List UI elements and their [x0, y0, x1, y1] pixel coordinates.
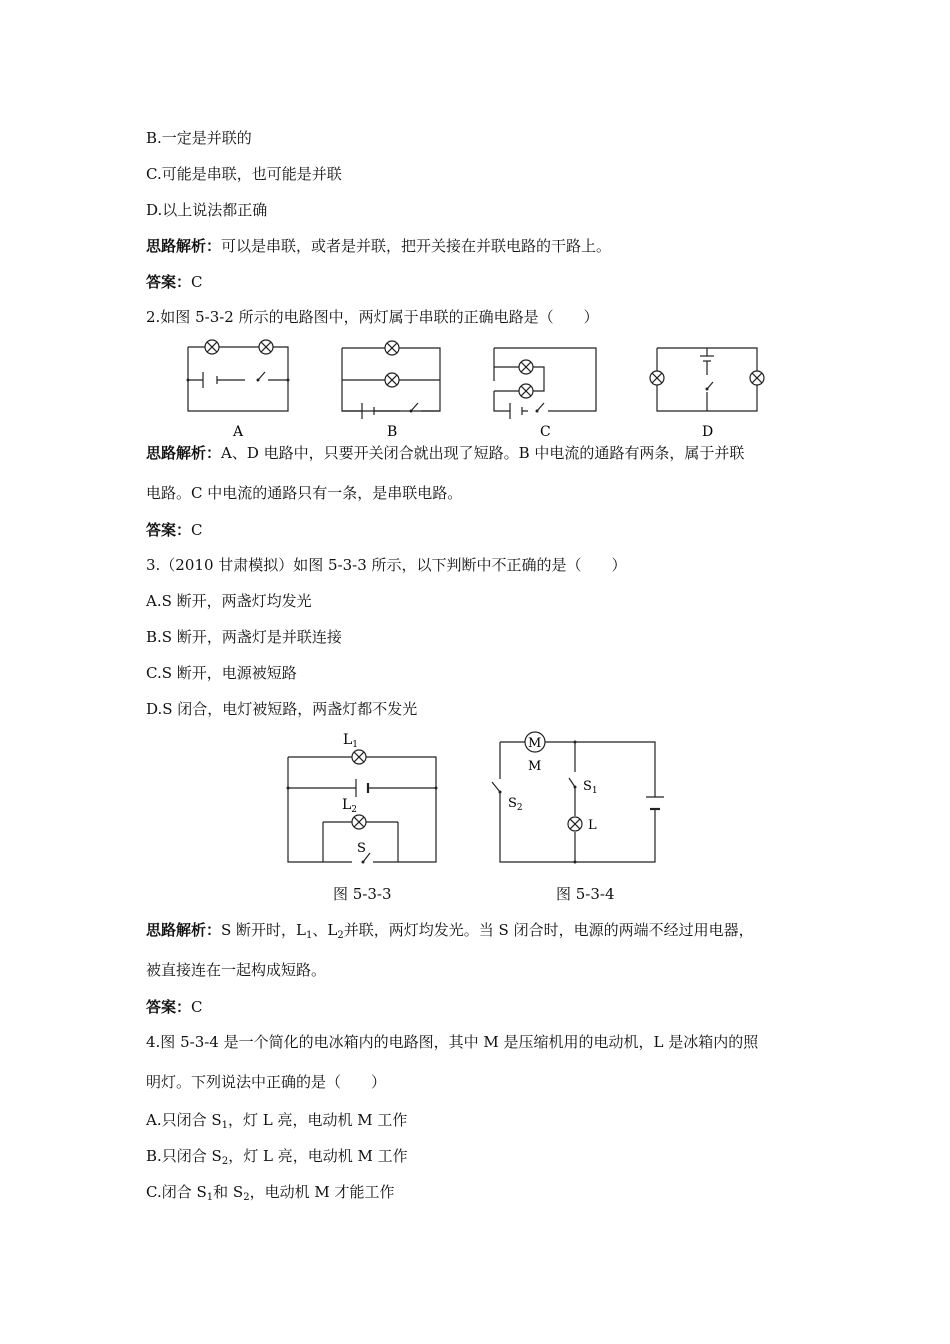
option-text: 和 S — [213, 1183, 244, 1201]
subscript: 1 — [221, 1120, 229, 1131]
figure-label-d: D — [702, 424, 714, 440]
q2-stem: 2.如图 5-3-2 所示的电路图中，两灯属于串联的正确电路是（ ） — [146, 308, 599, 326]
option-text: B.只闭合 S — [146, 1147, 222, 1165]
option-text: A.只闭合 S — [146, 1111, 222, 1129]
q1-option-c: C.可能是串联，也可能是并联 — [146, 165, 342, 183]
q4-option-b — [146, 1146, 408, 1172]
lamp-icon — [519, 360, 533, 374]
figure-label-c: C — [540, 424, 551, 440]
circuit-d — [657, 348, 757, 411]
lamp-icon — [205, 340, 219, 354]
label-s1: $S_1$ — [583, 779, 598, 796]
lamp-l1-icon — [352, 750, 366, 764]
motor-label: M — [528, 759, 542, 774]
answer-label: 答案： — [146, 998, 192, 1016]
q3-analysis-line2: 被直接连在一起构成短路。 — [146, 961, 327, 979]
answer-text: C — [191, 521, 203, 539]
lamp-l2-icon — [352, 815, 366, 829]
q1-option-b: B.一定是并联的 — [146, 129, 252, 147]
q3-option-d: D.S 闭合，电灯被短路，两盏灯都不发光 — [146, 700, 418, 718]
q4-stem-line2: 明灯。下列说法中正确的是（ ） — [146, 1073, 387, 1091]
figure-label-b: B — [387, 424, 398, 440]
q1-option-d: D.以上说法都正确 — [146, 201, 268, 219]
subscript: 2 — [221, 1156, 229, 1167]
analysis-text: 并联，两灯均发光。当 S 闭合时，电源的两端不经过用电器， — [343, 921, 754, 939]
option-text: ，灯 L 亮，电动机 M 工作 — [228, 1111, 408, 1129]
option-text: ，电动机 M 才能工作 — [249, 1183, 395, 1201]
subscript: 2 — [337, 930, 344, 941]
q3-stem: 3.（2010 甘肃模拟）如图 5-3-3 所示，以下判断中不正确的是（ ） — [146, 556, 627, 574]
label-s2: $S_2$ — [508, 796, 523, 813]
lamp-icon — [519, 384, 533, 398]
figure-caption-5-3-3: 图 5-3-3 — [333, 885, 392, 903]
q3-option-c: C.S 断开，电源被短路 — [146, 664, 297, 682]
lamp-l-icon — [568, 817, 582, 831]
subscript: 1 — [206, 1192, 214, 1203]
analysis-text: 、L — [312, 921, 338, 939]
q3-analysis-line1 — [146, 920, 754, 946]
answer-text: C — [191, 998, 203, 1016]
analysis-text: 可以是串联，或者是并联，把开关接在并联电路的干路上。 — [221, 237, 612, 255]
circuit-a — [188, 347, 288, 411]
q2-answer — [146, 520, 203, 540]
figure-caption-5-3-4: 图 5-3-4 — [556, 885, 615, 903]
q4-stem-line1: 4.图 5-3-4 是一个简化的电冰箱内的电路图，其中 M 是压缩机用的电动机，L 是冰箱内的照 — [146, 1033, 759, 1051]
q4-option-a — [146, 1110, 407, 1136]
figure-label-a: A — [233, 424, 244, 440]
analysis-text: A、D 电路中，只要开关闭合就出现了短路。B 中电流的通路有两条，属于并联 — [221, 444, 745, 462]
q2-analysis-line2: 电路。C 中电流的通路只有一条，是串联电路。 — [146, 484, 463, 502]
option-text: C.闭合 S — [146, 1183, 207, 1201]
q3-answer — [146, 997, 203, 1017]
analysis-label: 思路解析： — [146, 444, 222, 462]
option-text: ，灯 L 亮，电动机 M 工作 — [228, 1147, 408, 1165]
lamp-icon — [385, 373, 399, 387]
label-l2: $L_2$ — [342, 797, 358, 815]
lamp-icon — [259, 340, 273, 354]
q2-analysis-line1 — [146, 443, 744, 463]
answer-text: C — [191, 273, 203, 291]
subscript: 2 — [243, 1192, 250, 1203]
answer-label: 答案： — [146, 273, 192, 291]
lamp-icon — [385, 341, 399, 355]
lamp-icon — [650, 371, 664, 385]
circuit-c — [494, 348, 596, 419]
subscript: 1 — [306, 930, 313, 941]
analysis-label: 思路解析： — [146, 921, 222, 939]
label-s: S — [357, 841, 366, 856]
q3-option-b: B.S 断开，两盏灯是并联连接 — [146, 628, 342, 646]
motor-symbol: M — [528, 736, 542, 751]
label-l: L — [588, 818, 597, 833]
q3-option-a: A.S 断开，两盏灯均发光 — [146, 592, 312, 610]
q4-option-c — [146, 1182, 394, 1208]
answer-label: 答案： — [146, 521, 192, 539]
lamp-icon — [750, 371, 764, 385]
analysis-label: 思路解析： — [146, 237, 222, 255]
analysis-text: S 断开时，L — [221, 921, 307, 939]
label-l1: $L_1$ — [343, 732, 359, 750]
